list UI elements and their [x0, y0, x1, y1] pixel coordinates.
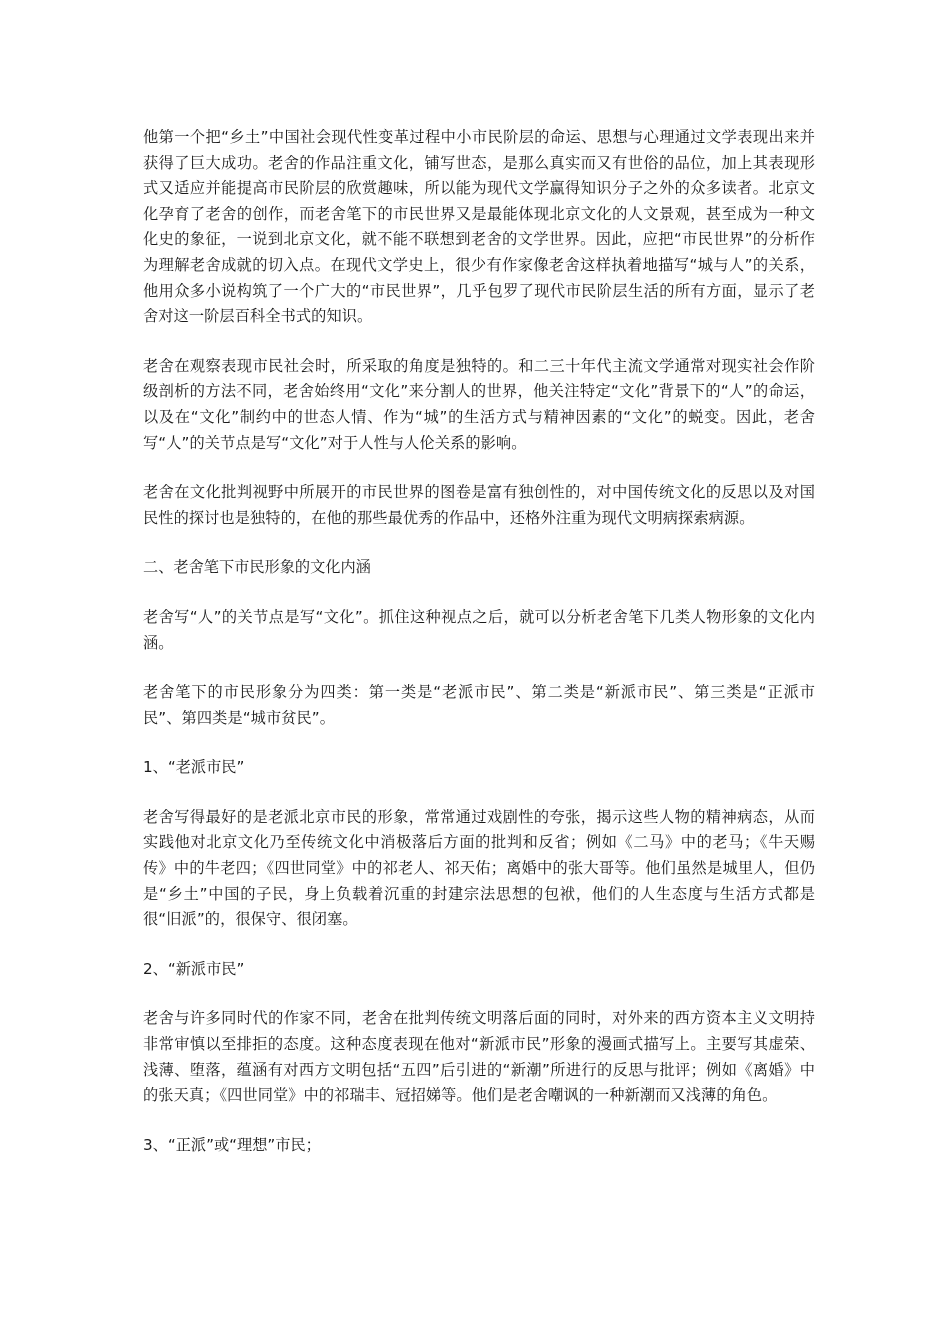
subheading-new-school: 2、“新派市民” [143, 959, 245, 978]
document-page [143, 125, 815, 1182]
paragraph-perspective: 老舍在观察表现市民社会时，所采取的角度是独特的。和二三十年代主流文学通常对现实社会作阶级剖析的方法不同，老舍始终用“文化”来分割人的世界，他关注特定“文化”背景下的“人”的命运，以及在“文化”制约中的世态人情、作为“城”的生活方式与精神因素的“文化”的蜕变。因此，老舍写“人”的关节点是写“文化”对于人性与人伦关系的影响。 [143, 356, 815, 452]
paragraph-four-types: 老舍笔下的市民形象分为四类：第一类是“老派市民”、第二类是“新派市民”、第三类是“正派市民”、第四类是“城市贫民”。 [143, 683, 815, 727]
paragraph-section-intro: 老舍写“人”的关节点是写“文化”。抓住这种视点之后，就可以分析老舍笔下几类人物形象的文化内涵。 [143, 607, 815, 652]
paragraph-old-school: 老舍写得最好的是老派北京市民的形象，常常通过戏剧性的夸张，揭示这些人物的精神病态，从而实践他对北京文化乃至传统文化中消极落后方面的批判和反省；例如《二马》中的老马；《牛天赐传》中的牛老四；《四世同堂》中的祁老人、祁天佑；离婚中的张大哥等。他们虽然是城里人，但仍是“乡土”中国的子民，身上负载着沉重的封建宗法思想的包袱，他们的人生态度与生活方式都是很“旧派”的，很保守、很闭塞。 [143, 807, 815, 929]
subheading-ideal: 3、“正派”或“理想”市民； [143, 1135, 321, 1154]
paragraph-new-school: 老舍与许多同时代的作家不同，老舍在批判传统文明落后面的同时，对外来的西方资本主义文明持非常审慎以至排拒的态度。这种态度表现在他对“新派市民”形象的漫画式描写上。主要写其虚荣、浅薄、堕落，蕴涵有对西方文明包括“五四”后引进的“新潮”所进行的反思与批评；例如《离婚》中的张天真；《四世同堂》中的祁瑞丰、冠招娣等。他们是老舍嘲讽的一种新潮而又浅薄的角色。 [143, 1009, 815, 1105]
section-heading-2: 二、老舍笔下市民形象的文化内涵 [143, 558, 371, 577]
paragraph-intro: 他第一个把“乡土”中国社会现代性变革过程中小市民阶层的命运、思想与心理通过文学表现出来并获得了巨大成功。老舍的作品注重文化，铺写世态，是那么真实而又有世俗的品位，加上其表现形式又适应并能提高市民阶层的欣赏趣味，所以能为现代文学赢得知识分子之外的众多读者。北京文化孕育了老舍的创作，而老舍笔下的市民世界又是最能体现北京文化的人文景观，甚至成为一种文化史的象征，一说到北京文化，就不能不联想到老舍的文学世界。因此，应把“市民世界”的分析作为理解老舍成就的切入点。在现代文学史上，很少有作家像老舍这样执着地描写“城与人”的关系，他用众多小说构筑了一个广大的“市民世界”，几乎包罗了现代市民阶层生活的所有方面，显示了老舍对这一阶层百科全书式的知识。 [143, 128, 815, 326]
paragraph-critique: 老舍在文化批判视野中所展开的市民世界的图卷是富有独创性的，对中国传统文化的反思以及对国民性的探讨也是独特的，在他的那些最优秀的作品中，还格外注重为现代文明病探索病源。 [143, 483, 815, 527]
subheading-old-school: 1、“老派市民” [143, 758, 245, 777]
